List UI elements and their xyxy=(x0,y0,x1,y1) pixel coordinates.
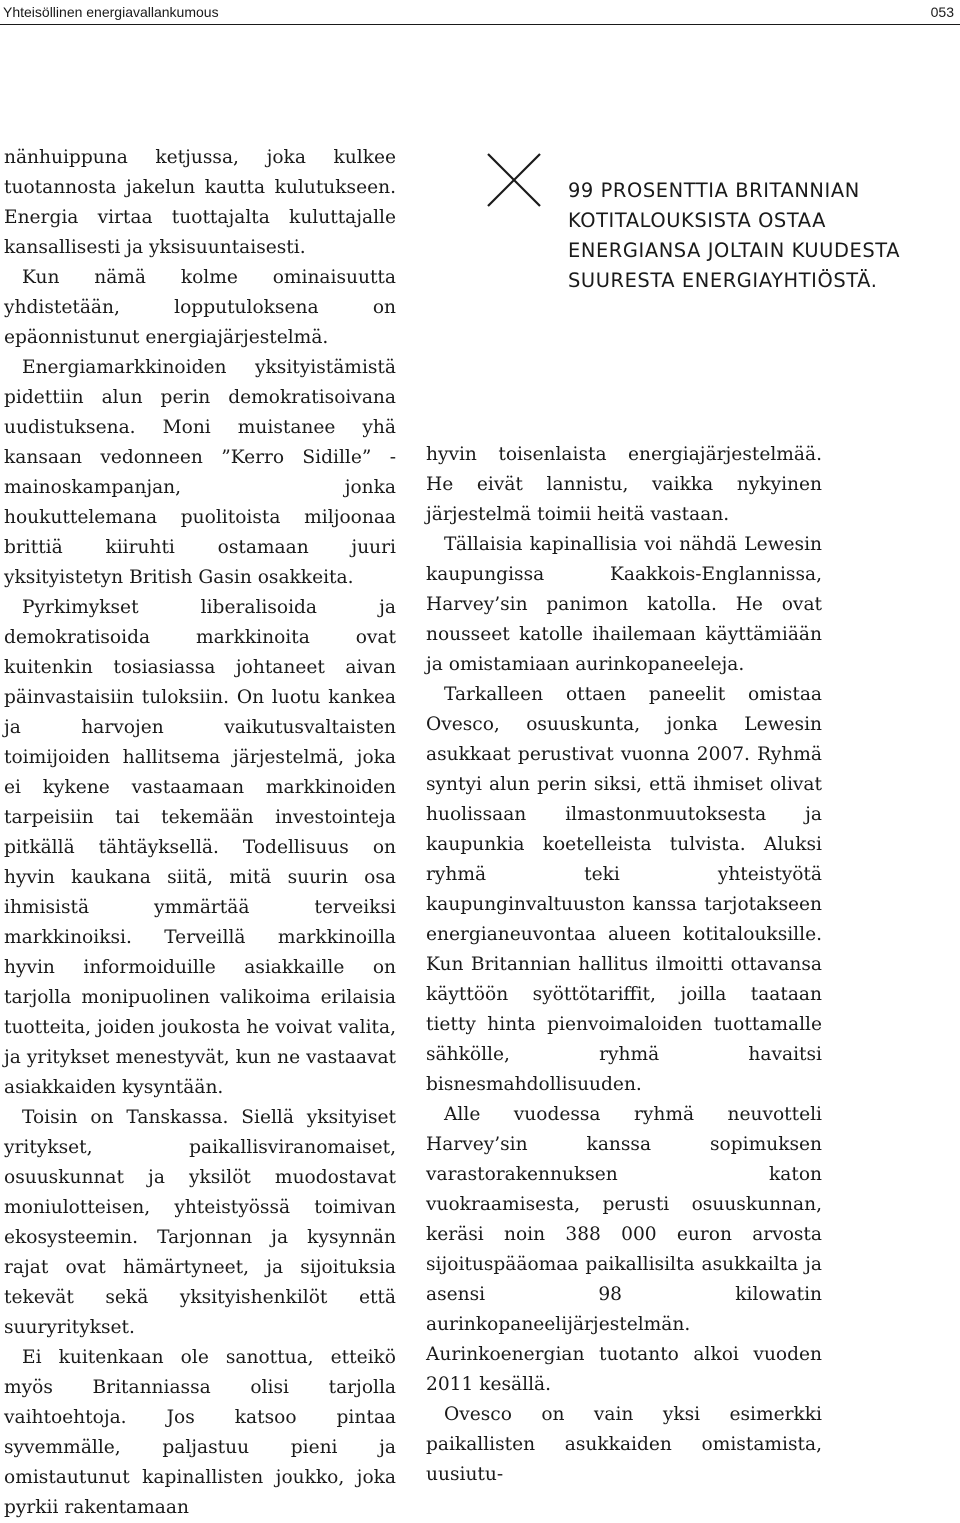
body-paragraph: Ovesco on vain yksi esimerkki paikallisten asukkaiden omistamista, uusiutu- xyxy=(426,1404,822,1485)
pull-quote-line: KOTITALOUKSISTA OSTAA xyxy=(568,209,827,232)
running-header xyxy=(0,0,960,24)
pull-quote-line: 99 PROSENTTIA BRITANNIAN xyxy=(568,179,860,202)
body-paragraph: Tarkalleen ottaen paneelit omistaa Ovesco, osuuskunta, jonka Lewesin asukkaat perustivat vuonna 2007. Ryhmä syntyi alun perin siksi, että ihmiset olivat huolissaan ilmastonmuutoksesta ja kaupunkia koetelleista tulvista. Aluksi ryhmä teki yhteistyötä kaupunginvaltuuston kanssa tarjotakseen energianeuvontaa alueen kotitalouksille. Kun Britannian hallitus ilmoitti ottavansa käyttöön syöttötariffit, joilla taataan tietty hinta pienvoimaloiden tuottamalle sähkölle, ryhmä havaitsi bisnesmahdollisuuden. xyxy=(426,684,822,1095)
pull-quote-line: ENERGIANSA JOLTAIN KUUDESTA xyxy=(568,239,901,262)
x-mark-icon xyxy=(486,152,542,208)
body-paragraph: Ei kuitenkaan ole sanottua, etteikö myös Britanniassa olisi tarjolla vaihtoehtoja. Jos katsoo pintaa syvemmälle, paljastuu pieni ja omistautunut kapinallisten joukko, joka pyrkii rakentamaan xyxy=(4,1347,396,1518)
header-rule xyxy=(0,24,960,25)
running-title: Yhteisöllinen energiavallankumous xyxy=(3,4,219,20)
page-number: 053 xyxy=(930,4,954,20)
pull-quote-text xyxy=(568,176,948,296)
body-paragraph: Pyrkimykset liberalisoida ja demokratisoida markkinoita ovat kuitenkin tosiasiassa johtaneet aivan päinvastaisiin tuloksiin. On luotu kankea ja harvojen vaikutusvaltaisten toimijoiden hallitsema järjestelmä, joka ei kykene vastaamaan markkinoiden tarpeisiin tai tekemään investointeja pitkällä tähtäyksellä. Todellisuus on hyvin kaukana siitä, mitä suurin osa ihmisistä ymmärtää terveiksi markkinoiksi. Terveillä markkinoilla hyvin informoiduille asiakkaille on tarjolla monipuolinen valikoima erilaisia tuotteita, joiden joukosta he voivat valita, ja yritykset menestyvät, kun ne vastaavat asiakkaiden kysyntään. xyxy=(4,597,396,1098)
body-paragraph: Toisin on Tanskassa. Siellä yksityiset yritykset, paikallisviranomaiset, osuuskunnat ja yksilöt muodostavat moniulotteisen, yhteistyössä toimivan ekosysteemin. Tarjonnan ja kysynnän rajat ovat hämärtyneet, ja sijoituksia tekevät sekä yksityishenkilöt että suuryritykset. xyxy=(4,1107,396,1338)
body-paragraph: Energiamarkkinoiden yksityistämistä pidettiin alun perin demokratisoivana uudistuksena. Moni muistanee yhä kansaan vedonneen ”Kerro Sidille” -mainoskampanjan, jonka houkuttelemana puolitoista miljoonaa brittiä kiiruhti ostamaan juuri yksityistetyn British Gasin osakkeita. xyxy=(4,357,396,588)
pull-quote-line: SUURESTA ENERGIAYHTIÖSTÄ. xyxy=(568,269,878,292)
body-paragraph: Tällaisia kapinallisia voi nähdä Lewesin kaupungissa Kaakkois-Englannissa, Harvey’sin panimon katolla. He ovat nousseet katolle ihailemaan käyttämiään ja omistamiaan aurinkopaneeleja. xyxy=(426,534,822,675)
body-paragraph: Kun nämä kolme ominaisuutta yhdistetään, lopputuloksena on epäonnistunut energiajärjestelmä. xyxy=(4,267,396,348)
body-paragraph: hyvin toisenlaista energiajärjestelmää. He eivät lannistu, vaikka nykyinen järjestelmä toimii heitä vastaan. xyxy=(426,444,822,525)
body-paragraph: Alle vuodessa ryhmä neuvotteli Harvey’sin kanssa sopimuksen varastorakennuksen katon vuokraamisesta, perusti osuuskunnan, keräsi noin 388 000 euron arvosta sijoituspääomaa paikallisilta asukkailta ja asensi 98 kilowatin aurinkopaneelijärjestelmän. Aurinkoenergian tuotanto alkoi vuoden 2011 kesällä. xyxy=(426,1104,822,1395)
body-paragraph: nänhuippuna ketjussa, joka kulkee tuotannosta jakelun kautta kulutukseen. Energia virtaa tuottajalta kuluttajalle kansallisesti ja yksisuuntaisesti. xyxy=(4,147,396,258)
right-column xyxy=(426,440,822,1490)
left-column xyxy=(4,143,396,1523)
